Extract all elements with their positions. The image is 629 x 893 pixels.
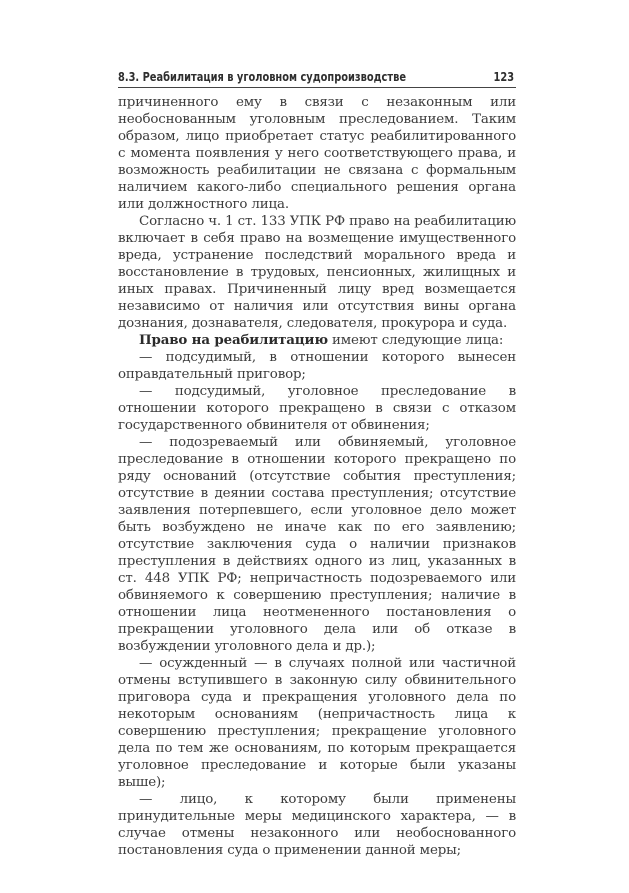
intro-rest: имеют следующие лица:: [327, 333, 504, 348]
paragraph-continuation: причиненного ему в связи с незаконным или необоснованным уголовным преследованием. Таким образом, лицо приобретает статус реабилитированного с момента появления у него соответствующего права, и возможность реабилитации не связана с формальным наличием какого-либо специального решения органа или должностного лица.: [118, 95, 516, 212]
body-text: [118, 94, 516, 859]
list-item-prosecutor-refusal: — подсудимый, уголовное преследование в отношении которого прекращено в связи с отказом государственного обвинителя от обвинения;: [118, 384, 516, 433]
header-rule: [118, 87, 516, 88]
paragraph-rights-scope: Согласно ч. 1 ст. 133 УПК РФ право на реабилитацию включает в себя право на возмещение имущественного вреда, устранение последствий морального вреда и восстановление в трудовых, пенсионных, жилищных и иных правах. Причиненный лицу вред возмещается независимо от наличия или отсутствия вины органа дознания, дознавателя, следователя, прокурора и суда.: [118, 214, 516, 331]
page-number: 123: [493, 70, 515, 84]
list-item-suspect-accused: — подозреваемый или обвиняемый, уголовное преследование в отношении которого прекращено по ряду оснований (отсутствие события преступления; отсутствие в деянии состава преступления; отсутствие заявления потерпевшего, если уголовное дело может быть возбуждено не иначе как по его заявлению; отсутствие заключения суда о наличии признаков преступления в действиях одного из лиц, указанных в ст. 448 УПК РФ; непричастность подозреваемого или обвиняемого к совершению преступления; наличие в отношении лица неотмененного постановления о прекращении уголовного дела или об отказе в возбуждении уголовного дела и др.);: [118, 435, 516, 654]
list-item-convicted: — осужденный — в случаях полной или частичной отмены вступившего в законную силу обвинительного приговора суда и прекращения уголовного дела по некоторым основаниям (непричастность лица к совершению преступления; прекращение уголовного дела по тем же основаниям, по которым прекращается уголовное преследование и которые были указаны выше);: [118, 656, 516, 790]
running-header: [118, 62, 514, 84]
paragraph-rights-intro: [118, 332, 516, 349]
section-title: 8.3. Реабилитация в уголовном судопроизводстве: [118, 70, 406, 84]
list-item-medical-measures: — лицо, к которому были применены принудительные меры медицинского характера, — в случае отмены незаконного или необоснованного постановления суда о применении данной меры;: [118, 792, 516, 858]
list-item-acquitted: — подсудимый, в отношении которого вынесен оправдательный приговор;: [118, 350, 516, 382]
bold-term: Право на реабилитацию: [139, 332, 328, 348]
